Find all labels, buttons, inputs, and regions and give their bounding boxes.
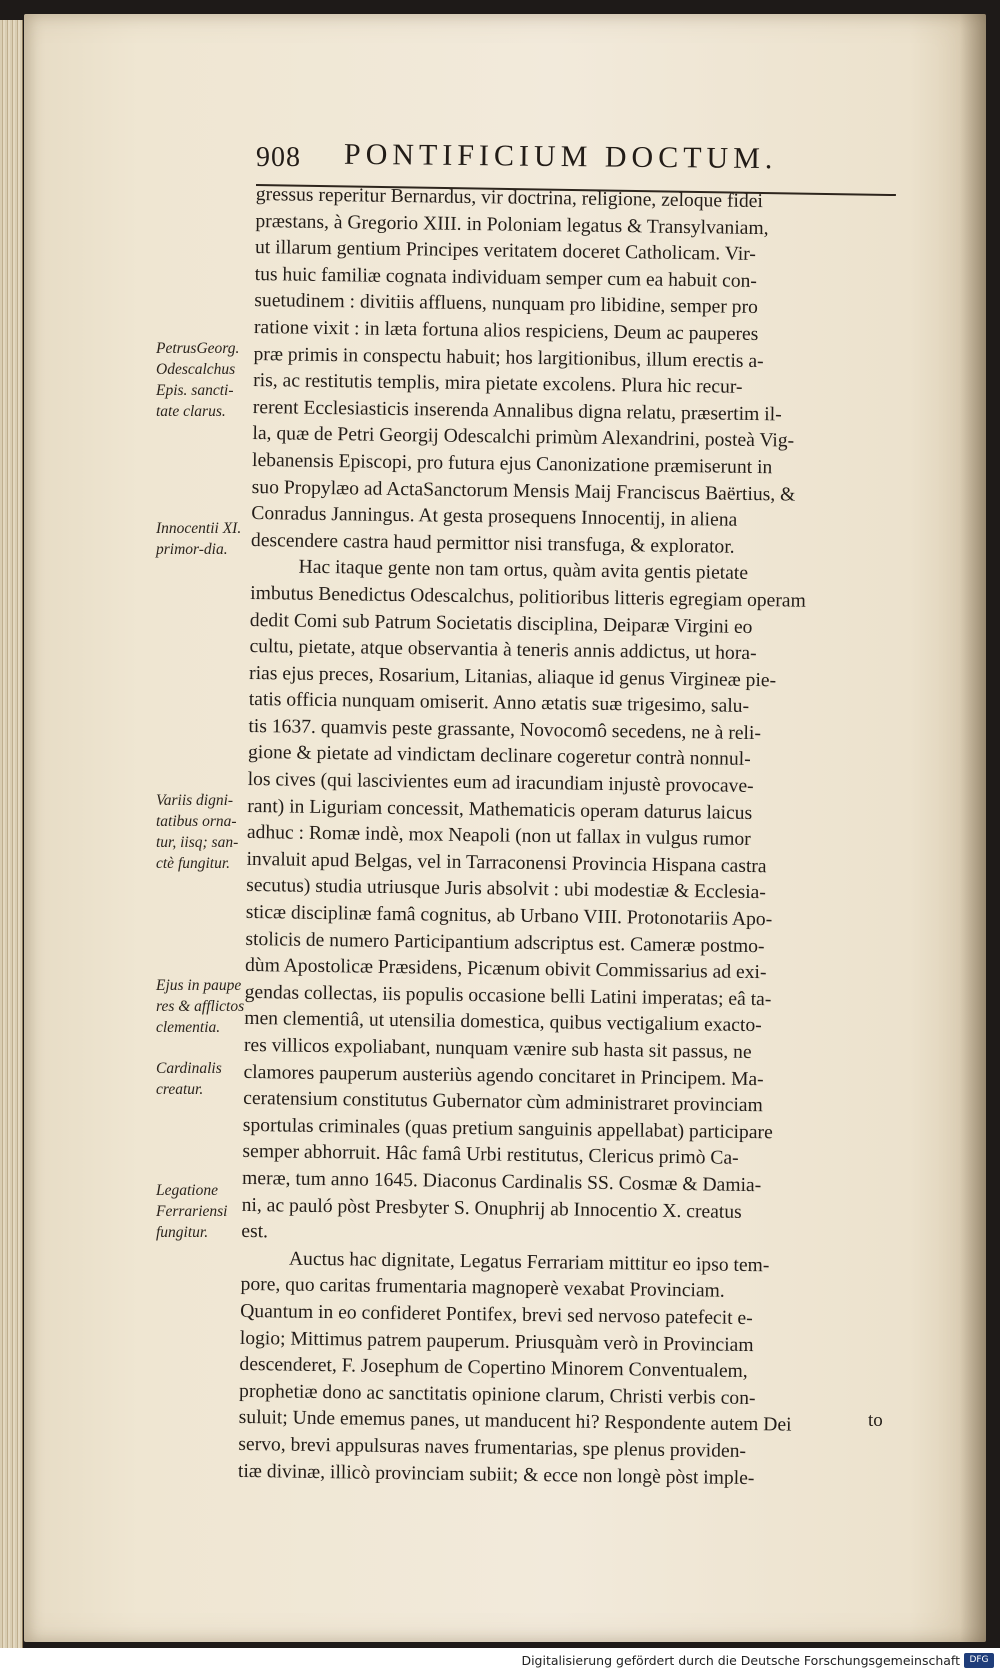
- text-line: servo, brevi appulsuras naves frumentarias, spe plenus providen-: [238, 1433, 747, 1462]
- book-page-edges: [0, 20, 23, 1648]
- margin-note-variis: Variis digni-tatibus orna-tur, iisq; san-ctè fungitur.: [156, 792, 239, 872]
- text-line: rerent Ecclesiasticis inserenda Annalibus digna relatu, præsertim il-: [252, 396, 782, 426]
- text-line: Quantum in eo confideret Pontifex, brevi sed nervoso patefecit e-: [240, 1300, 753, 1329]
- text-line: res villicos expoliabant, nunquam vænire sub hasta sit passus, ne: [243, 1034, 752, 1064]
- paragraph-start-line: Hac itaque gente non tam ortus, quàm avita gentis pietate: [298, 556, 749, 585]
- text-line: semper abhorruit. Hâc famâ Urbi restitutus, Clericus primò Ca-: [242, 1141, 739, 1170]
- text-line: suetudinem : divitiis affluens, nunquam pro libidine, semper pro: [254, 290, 759, 319]
- text-line: sticæ disciplinæ famâ cognitus, ab Urbano VIII. Protonotariis Apo-: [245, 901, 773, 931]
- text-line: gendas collectas, iis populis occasione belli Latini imperatas; eâ ta-: [244, 981, 772, 1011]
- text-line: ratione vixit : in læta fortuna alios respiciens, Deum ac pauperes: [253, 316, 759, 345]
- text-line: gione & pietate ad vindictam declinare cogeretur contrà nonnul-: [247, 742, 751, 771]
- page-header: [226, 136, 906, 180]
- text-line: dedit Comi sub Patrum Societatis disciplina, Deiparæ Virgini eo: [249, 609, 753, 638]
- spine-shadow: [960, 14, 986, 1642]
- digitization-footer: [0, 1648, 1000, 1674]
- text-line: Conradus Janningus. At gesta prosequens Innocentij, in aliena: [251, 503, 738, 531]
- text-line: tiæ divinæ, illicò provinciam subiit; & ecce non longè pòst imple-: [237, 1460, 755, 1489]
- text-line: men clementiâ, ut utensilia domestica, quibus vectigalium exacto-: [244, 1008, 762, 1037]
- text-line: sportulas criminales (quas pretium sanguinis appellabat) participare: [242, 1114, 773, 1144]
- margin-note-clementia: Ejus in paupe res & afflictos clementia.: [156, 977, 245, 1036]
- text-line: tis 1637. quamvis peste grassante, Novocomô secedens, ne à reli-: [248, 715, 762, 744]
- margin-note-innocentii: Innocentii XI. primor-dia.: [156, 520, 242, 558]
- body-text: [238, 182, 916, 1494]
- text-line: rant) in Liguriam concessit, Mathematicis operam daturus laicus: [247, 795, 753, 824]
- text-line: suluit; Unde ememus panes, ut manducent hi? Respondente autem Dei: [238, 1407, 792, 1436]
- margin-note-legatione: Legatione Ferrariensi fungitur.: [156, 1182, 228, 1241]
- text-line: ni, ac pauló pòst Presbyter S. Onuphrij ab Innocentio X. creatus: [241, 1194, 742, 1223]
- text-line: la, quæ de Petri Georgij Odescalchi primùm Alexandrini, posteà Vig-: [252, 423, 795, 452]
- margin-note-cardinalis: Cardinalis creatur.: [156, 1060, 222, 1098]
- dfg-logo-icon: DFG: [964, 1653, 994, 1668]
- text-line: imbutus Benedictus Odescalchus, politioribus litteris egregiam operam: [250, 582, 806, 612]
- text-line: gressus reperitur Bernardus, vir doctrina, religione, zeloque fidei: [255, 183, 764, 213]
- text-line: prophetiæ dono ac sanctitatis opinione clarum, Christi verbis con-: [238, 1380, 756, 1409]
- text-line: ceratensium constitutus Gubernator cùm administraret provinciam: [243, 1088, 763, 1117]
- catchword: to: [868, 1410, 883, 1431]
- text-line: dùm Apostolicæ Præsidens, Picænum obivit Commissarius ad exi-: [244, 955, 767, 984]
- text-line: est.: [241, 1221, 269, 1243]
- text-line: meræ, tum anno 1645. Diaconus Cardinalis SS. Cosmæ & Damia-: [241, 1167, 762, 1197]
- text-line: cultu, pietate, atque observantia à teneris annis addictus, ut hora-: [249, 636, 757, 665]
- running-title: PONTIFICIUM DOCTUM.: [343, 137, 778, 176]
- paragraph-start-line: Auctus hac dignitate, Legatus Ferrariam mittitur eo ipso tem-: [288, 1248, 770, 1277]
- text-line: rias ejus preces, Rosarium, Litanias, aliaque id genus Virgineæ pie-: [248, 662, 777, 691]
- text-line: adhuc : Romæ indè, mox Neapoli (non ut fallax in vulgus rumor: [246, 822, 751, 851]
- page-number: 908: [256, 142, 301, 173]
- text-line: ut illarum gentium Principes veritatem doceret Catholicam. Vir-: [254, 237, 757, 266]
- text-line: secutus) studia utriusque Juris absolvit : ubi modestiæ & Ecclesia-: [246, 875, 766, 904]
- text-line: tus huic familiæ cognata individuam semper cum ea habuit con-: [254, 263, 758, 292]
- text-line: los cives (qui lascivientes eum ad iracundiam injustè provocave-: [247, 769, 754, 798]
- text-line: tatis officia nunquam omiserit. Anno ætatis suæ trigesimo, salu-: [248, 689, 750, 718]
- funding-credit: Digitalisierung gefördert durch die Deutsche Forschungsgemeinschaft: [521, 1653, 960, 1668]
- text-line: clamores pauperum austeriùs agendo concitaret in Principem. Ma-: [243, 1061, 764, 1090]
- text-line: logio; Mittimus patrem pauperum. Priusquàm verò in Provinciam: [239, 1327, 754, 1356]
- text-line: descendere castra haud permittor nisi transfuga, & explorator.: [250, 529, 735, 558]
- text-line: lebanensis Episcopi, pro futura ejus Canonizatione præmiserunt in: [251, 449, 773, 479]
- text-line: præstans, à Gregorio XIII. in Poloniam legatus & Transylvaniam,: [255, 210, 769, 239]
- text-line: stolicis de numero Participantium adscriptus est. Cameræ postmo-: [245, 928, 765, 957]
- text-line: invaluit apud Belgas, vel in Tarraconensi Provincia Hispana castra: [246, 848, 767, 878]
- text-line: pore, quo caritas frumentaria magnoperè vexabat Provinciam.: [240, 1274, 725, 1302]
- margin-note-petrus: PetrusGeorg. Odescalchus Epis. sancti-tate clarus.: [156, 340, 240, 420]
- text-line: præ primis in conspectu habuit; hos largitionibus, illum erectis a-: [253, 343, 764, 372]
- text-line: ris, ac restitutis templis, mira pietate excolens. Plura hic recur-: [253, 370, 743, 398]
- text-line: descenderet, F. Josephum de Copertino Minorem Conventualem,: [239, 1354, 748, 1383]
- text-line: suo Propylæo ad ActaSanctorum Mensis Maij Franciscus Baërtius, &: [251, 476, 796, 506]
